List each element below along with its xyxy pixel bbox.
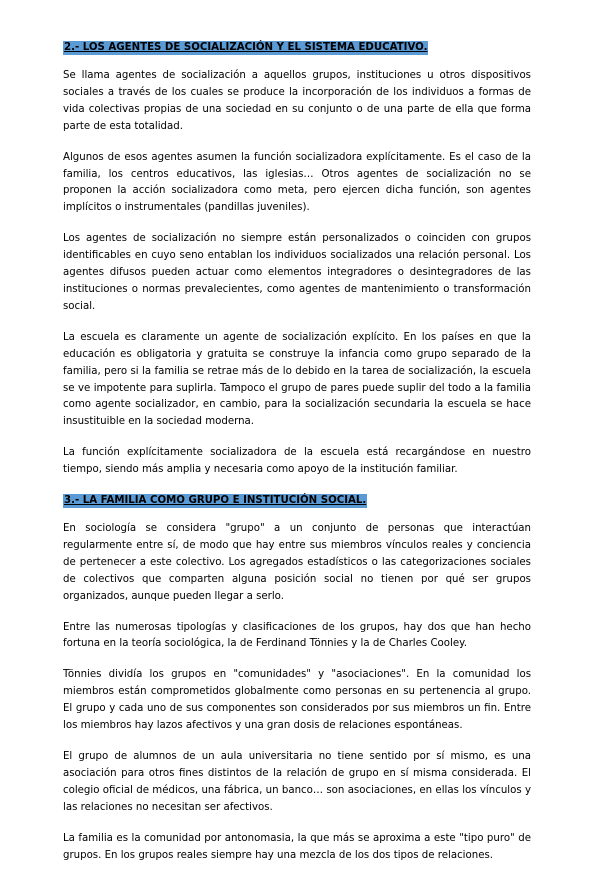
section-3-paragraph-3: Tönnies dividía los grupos en "comunidades" y "asociaciones". En la comunidad los miembros están comprometidos globalmente como personas en su pertenencia al grupo. El grupo y cada uno de sus componentes son considerados por sus miembros un fin. Entre los miembros hay lazos afectivos y una gran dosis de relaciones espontáneas. bbox=[63, 669, 531, 732]
section-3-paragraph-1: En sociología se considera "grupo" a un conjunto de personas que interactúan regularmente entre sí, de modo que hay entre sus miembros vínculos reales y conciencia de pertenecer a este colectivo. Los agregados estadísticos o las categorizaciones sociales de colectivos que comparten alguna posición social no tienen por qué ser grupos organizados, aunque pueden llegar a serlo. bbox=[63, 523, 531, 602]
section-2-heading: 2.- LOS AGENTES DE SOCIALIZACIÓN Y EL SISTEMA EDUCATIVO. bbox=[64, 42, 428, 53]
section-3-heading: 3.- LA FAMILIA COMO GRUPO E INSTITUCIÓN SOCIAL. bbox=[64, 495, 367, 507]
section-3-paragraph-2: Entre las numerosas tipologías y clasificaciones de los grupos, hay dos que han hecho fortuna en la teoría sociológica, la de Ferdinand Tönnies y la de Charles Cooley. bbox=[63, 621, 531, 650]
section-2-paragraph-2: Algunos de esos agentes asumen la función socializadora explícitamente. Es el caso de la familia, los centros educativos, las iglesias… Otros agentes de socialización no se proponen la acción socializadora como meta, pero ejercen dicha función, son agentes implícitos o instrumentales (pandillas juveniles). bbox=[63, 151, 531, 214]
section-2-paragraph-5: La función explícitamente socializadora de la escuela está recargándose en nuestro tiempo, siendo más amplia y necesaria como apoyo de la institución familiar. bbox=[63, 447, 531, 476]
document-page bbox=[63, 40, 531, 878]
section-2-paragraph-3: Los agentes de socialización no siempre están personalizados o coinciden con grupos identificables en cuyo seno entablan los individuos socializados una relación personal. Los agentes difusos pueden actuar como elementos integradores o desintegradores de las instituciones o normas prevalecientes, como agentes de mantenimiento o transformación social. bbox=[63, 233, 531, 312]
section-2-paragraph-4: La escuela es claramente un agente de socialización explícito. En los países en que la educación es obligatoria y gratuita se construye la infancia como grupo separado de la familia, pero si la familia se retrae más de lo debido en la tarea de socialización, la escuela se ve impotente para suplirla. Tampoco el grupo de pares puede suplir del todo a la familia como agente socializador, en cambio, para la socialización secundaria la escuela se hace insustituible en la sociedad moderna. bbox=[63, 331, 531, 428]
section-2-paragraph-1: Se llama agentes de socialización a aquellos grupos, instituciones u otros dispositivos sociales a través de los cuales se produce la incorporación de los individuos a formas de vida colectivas propias de una sociedad en su conjunto o de una parte de ella que forma parte de esta totalidad. bbox=[63, 70, 531, 132]
section-3-paragraph-4: El grupo de alumnos de un aula universitaria no tiene sentido por sí mismo, es una asociación para otros fines distintos de la relación de grupo en sí misma considerada. El colegio oficial de médicos, una fábrica, un banco… son asociaciones, en ellas los vínculos y las relaciones no necesitan ser afectivos. bbox=[63, 751, 531, 813]
section-3-paragraph-5: La familia es la comunidad por antonomasia, la que más se aproxima a este "tipo puro" de grupos. En los grupos reales siempre hay una mezcla de los dos tipos de relaciones. bbox=[63, 832, 531, 861]
